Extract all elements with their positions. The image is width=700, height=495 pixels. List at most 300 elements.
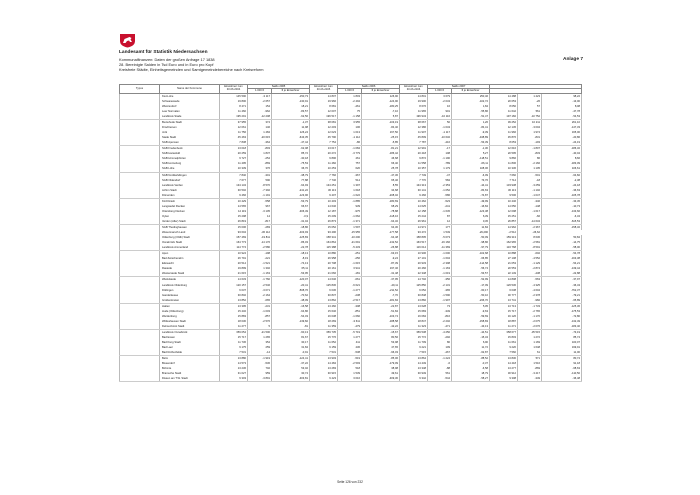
municipality-name: SGB Fredenbeck: [160, 146, 220, 152]
value-cell: -22,78: [272, 245, 310, 251]
value-cell: 133 938: [490, 183, 518, 188]
value-cell: -3 071: [248, 288, 272, 293]
sub-ew: € je Einwohner: [362, 89, 400, 93]
value-cell: 11 652: [310, 340, 338, 345]
value-cell: -62,87: [452, 350, 490, 356]
value-cell: 25,78: [362, 166, 400, 172]
value-cell: 16 038: [310, 314, 338, 319]
municipality-name: SGB Apensen: [160, 140, 220, 146]
value-cell: -36,43: [542, 283, 582, 288]
value-cell: 9 407: [310, 193, 338, 199]
col-saldo-2005: Saldo 2005: [248, 85, 310, 89]
value-cell: 5,87: [362, 114, 400, 120]
value-cell: -403,93: [272, 230, 310, 235]
value-cell: -558: [248, 198, 272, 204]
value-cell: 7 560: [490, 350, 518, 356]
value-cell: -1 733: [518, 303, 542, 309]
value-cell: -103,19: [362, 120, 400, 126]
table-body: [120, 93, 582, 382]
value-cell: 18 030: [220, 319, 248, 324]
value-cell: -586: [428, 193, 452, 199]
value-cell: 30 113: [310, 188, 338, 193]
value-cell: -1 277: [338, 288, 362, 293]
value-cell: 30 848: [400, 293, 428, 298]
municipality-name: SGB Thedinghausen: [160, 224, 220, 230]
value-cell: -523: [428, 198, 452, 204]
annex-label: Anlage 7: [563, 57, 583, 62]
value-cell: -2 512: [490, 230, 518, 235]
value-cell: -10 632: [428, 135, 452, 140]
value-cell: 11 460: [220, 109, 248, 114]
value-cell: 9 303: [220, 376, 248, 382]
value-cell: 11,84: [452, 224, 490, 230]
value-cell: -64,32: [362, 219, 400, 225]
value-cell: -47,36: [362, 172, 400, 178]
value-cell: 9 220: [490, 345, 518, 350]
value-cell: -1 590: [428, 293, 452, 298]
value-cell: -75,53: [272, 161, 310, 166]
value-cell: -2 576: [248, 319, 272, 324]
value-cell: 7 746: [310, 178, 338, 183]
value-cell: -1 084: [338, 146, 362, 152]
value-cell: 11 323: [400, 324, 428, 330]
value-cell: -123,96: [272, 193, 310, 199]
value-cell: 939: [338, 204, 362, 209]
value-cell: 68,29: [362, 204, 400, 209]
value-cell: -7 392: [248, 188, 272, 193]
value-cell: 1 803: [338, 93, 362, 99]
value-cell: 162 965: [490, 240, 518, 245]
value-cell: 9 221: [400, 345, 428, 350]
value-cell: 6 037: [220, 288, 248, 293]
value-cell: -349: [518, 376, 542, 382]
value-cell: 15 776: [310, 335, 338, 340]
value-cell: -55,86: [452, 109, 490, 114]
value-cell: 1 648: [518, 345, 542, 350]
value-cell: 9 342: [400, 376, 428, 382]
value-cell: 14 484: [310, 361, 338, 366]
value-cell: 98,22: [542, 93, 582, 99]
value-cell: 13 283: [310, 366, 338, 371]
value-cell: 9 175: [220, 345, 248, 350]
value-cell: -16,84: [452, 204, 490, 209]
value-cell: -139,44: [542, 266, 582, 271]
value-cell: 14 488: [490, 93, 518, 99]
value-cell: 12 007: [310, 109, 338, 114]
value-cell: 9 308: [490, 376, 518, 382]
value-cell: -114,58: [452, 261, 490, 266]
municipality-name: SGB Himmelpforten: [160, 156, 220, 161]
value-cell: 30 949: [400, 371, 428, 376]
value-cell: 15 717: [490, 309, 518, 314]
value-cell: -86: [338, 140, 362, 146]
value-cell: -1 190: [428, 156, 452, 161]
value-cell: 7 515: [400, 350, 428, 356]
value-cell: -851: [338, 309, 362, 314]
value-cell: 26 961: [400, 219, 428, 225]
value-cell: 9 727: [220, 156, 248, 161]
value-cell: -49,11: [362, 283, 400, 288]
value-cell: -615,53: [542, 219, 582, 225]
value-cell: -186,42: [362, 151, 400, 156]
value-cell: 18 269: [310, 319, 338, 324]
value-cell: -31,48: [362, 271, 400, 277]
value-cell: -180,25: [362, 104, 400, 109]
value-cell: 19 899: [220, 266, 248, 271]
value-cell: 8 471: [220, 104, 248, 109]
value-cell: -1 615: [338, 261, 362, 266]
value-cell: 10 339: [220, 166, 248, 172]
municipality-name: Landkreis Oldenburg: [160, 283, 220, 288]
value-cell: -1 163: [248, 271, 272, 277]
value-cell: 3 955: [338, 120, 362, 126]
value-cell: 16 084: [400, 314, 428, 319]
value-cell: 30 141: [400, 188, 428, 193]
value-cell: 14 962: [490, 224, 518, 230]
value-cell: 64,30: [362, 224, 400, 230]
value-cell: 177: [428, 224, 452, 230]
value-cell: -132,49: [542, 319, 582, 324]
value-cell: 65,11: [272, 266, 310, 271]
value-cell: -6,34: [542, 214, 582, 219]
value-cell: 6 036: [310, 288, 338, 293]
value-cell: -49,99: [452, 198, 490, 204]
value-cell: 359 538: [400, 329, 428, 335]
value-cell: -35 515: [518, 329, 542, 335]
municipality-name: Belm: [160, 356, 220, 362]
value-cell: -3 004: [518, 125, 542, 130]
municipality-name: Bramsche Stadt: [160, 371, 220, 376]
value-cell: 14 650: [490, 204, 518, 209]
value-cell: -51,84: [362, 309, 400, 314]
value-cell: 14 646: [310, 204, 338, 209]
value-cell: -833: [518, 151, 542, 156]
value-cell: -48,09: [272, 298, 310, 304]
value-cell: 134 313: [400, 183, 428, 188]
value-cell: -3 105: [248, 209, 272, 214]
value-cell: 12 991: [400, 146, 428, 152]
value-cell: -563: [518, 277, 542, 283]
value-cell: 14 646: [310, 277, 338, 283]
value-cell: 11 965: [400, 109, 428, 114]
value-cell: 73,76: [452, 178, 490, 183]
municipality-name: Bad Essen: [160, 335, 220, 340]
value-cell: -8 591: [518, 245, 542, 251]
value-cell: -22,88: [542, 271, 582, 277]
balances-table: [119, 84, 582, 382]
value-cell: 8 050: [490, 104, 518, 109]
value-cell: 1 277: [338, 335, 362, 340]
value-cell: -40,04: [542, 151, 582, 156]
value-cell: 38 667: [400, 120, 428, 126]
value-cell: 9 159: [310, 345, 338, 350]
value-cell: 1 618: [338, 188, 362, 193]
value-cell: 15 432: [220, 309, 248, 314]
value-cell: -256: [338, 256, 362, 261]
municipality-name: Wiefelstede: [160, 277, 220, 283]
value-cell: 20 418: [400, 151, 428, 156]
value-cell: 14 418: [490, 361, 518, 366]
value-cell: 10 403: [310, 198, 338, 204]
value-cell: 154: [248, 104, 272, 109]
value-cell: -1 760: [248, 277, 272, 283]
value-cell: -50,09: [452, 235, 490, 240]
value-cell: -36,63: [542, 188, 582, 193]
value-cell: 15 772: [400, 335, 428, 340]
value-cell: 15 298: [220, 214, 248, 219]
value-cell: 20 161: [310, 266, 338, 271]
value-cell: 66,40: [362, 161, 400, 166]
value-cell: -124,41: [272, 356, 310, 362]
value-cell: -816: [428, 314, 452, 319]
value-cell: 39 252: [490, 120, 518, 126]
value-cell: 126,24: [272, 130, 310, 135]
value-cell: 10 880: [310, 251, 338, 257]
municipality-name: Westerstede Stadt: [160, 271, 220, 277]
value-cell: -241: [428, 204, 452, 209]
value-cell: 10 429: [220, 198, 248, 204]
value-cell: -1 158: [338, 114, 362, 120]
value-cell: -103,74: [362, 314, 400, 319]
value-cell: -2 657: [248, 99, 272, 104]
value-cell: -2 131: [428, 283, 452, 288]
col-ew-2004: Einwohner zum 30.06.2004: [220, 85, 248, 94]
municipality-name: Apen: [160, 251, 220, 257]
municipality-name: Langwedel Flecken: [160, 204, 220, 209]
municipality-name: Hatten: [160, 303, 220, 309]
value-cell: 13 018: [220, 146, 248, 152]
value-cell: 1 597: [338, 224, 362, 230]
value-cell: -102,72: [452, 99, 490, 104]
value-cell: 7 531: [220, 350, 248, 356]
value-cell: 376: [248, 166, 272, 172]
value-cell: -8,19: [272, 256, 310, 261]
value-cell: -42,22: [362, 324, 400, 330]
value-cell: 1 272: [518, 335, 542, 340]
value-cell: 11 558: [400, 161, 428, 166]
value-cell: 20 553: [490, 266, 518, 271]
value-cell: -3 779: [338, 151, 362, 156]
value-cell: -602: [518, 251, 542, 257]
value-cell: 20 514: [220, 261, 248, 266]
value-cell: -84,63: [452, 188, 490, 193]
value-cell: -98,86: [452, 240, 490, 245]
value-cell: 159 313: [490, 235, 518, 240]
value-cell: 1 179: [428, 166, 452, 172]
value-cell: -47: [428, 172, 452, 178]
value-cell: 157 469: [220, 235, 248, 240]
value-cell: -66,11: [452, 161, 490, 166]
value-cell: 109: [428, 345, 452, 350]
municipality-name: Leer Normalen: [160, 109, 220, 114]
value-cell: 14 801: [400, 93, 428, 99]
col-typ: Typus: [120, 85, 160, 94]
value-cell: 11 642: [490, 109, 518, 114]
value-cell: -831: [518, 135, 542, 140]
value-cell: 7 766: [310, 172, 338, 178]
value-cell: -179,09: [362, 361, 400, 366]
value-cell: -64,48: [362, 235, 400, 240]
value-cell: -11 369: [428, 245, 452, 251]
value-cell: 120 157: [220, 283, 248, 288]
value-cell: 13 628: [400, 303, 428, 309]
value-cell: 14 971: [400, 224, 428, 230]
niedersachsen-coat-of-arms-icon: [119, 33, 136, 48]
municipality-name: Oldenburg (Oldb) Stadt: [160, 235, 220, 240]
value-cell: -1 919: [248, 356, 272, 362]
value-cell: -105,78: [542, 193, 582, 199]
value-cell: 11,98: [272, 125, 310, 130]
value-cell: 85,72: [272, 151, 310, 156]
value-cell: 11 709: [400, 340, 428, 345]
value-cell: 19 800: [220, 99, 248, 104]
value-cell: -346: [518, 198, 542, 204]
value-cell: -87,39: [362, 261, 400, 266]
value-cell: 80,74: [542, 356, 582, 362]
value-cell: -438,89: [452, 135, 490, 140]
value-cell: -26: [518, 99, 542, 104]
value-cell: 10 462: [400, 198, 428, 204]
value-cell: -461: [338, 104, 362, 109]
value-cell: 22 348: [400, 271, 428, 277]
value-cell: -1 170: [518, 314, 542, 319]
value-cell: -21 500: [248, 329, 272, 335]
value-cell: -130,91: [272, 99, 310, 104]
value-cell: 114 774: [220, 245, 248, 251]
issuer-title: Landesamt für Statistik Niedersachsen: [119, 50, 208, 55]
value-cell: -508,76: [272, 288, 310, 293]
value-cell: 13 236: [220, 366, 248, 371]
value-cell: -5 433: [338, 245, 362, 251]
value-cell: 27 101: [400, 256, 428, 261]
value-cell: 5: [248, 324, 272, 330]
value-cell: 15 006: [220, 224, 248, 230]
value-cell: 108,06: [452, 166, 490, 172]
value-cell: 11,72: [452, 345, 490, 350]
value-cell: 1 539: [338, 371, 362, 376]
value-cell: 10 357: [400, 166, 428, 172]
value-cell: -12 208: [248, 114, 272, 120]
value-cell: 126,90: [362, 93, 400, 99]
value-cell: 15 683: [400, 309, 428, 314]
value-cell: -51,47: [452, 114, 490, 120]
value-cell: -2 580: [248, 245, 272, 251]
value-cell: -17,09: [452, 283, 490, 288]
value-cell: -17: [428, 146, 452, 152]
municipality-name: Kirchlinteln: [160, 198, 220, 204]
value-cell: 49,61: [362, 371, 400, 376]
value-cell: 19 900: [400, 99, 428, 104]
value-cell: 18 887: [490, 319, 518, 324]
municipality-name: Landkreis Verden: [160, 183, 220, 188]
value-cell: -14 634: [518, 219, 542, 225]
value-cell: 80: [428, 340, 452, 345]
value-cell: 13 713: [490, 303, 518, 309]
value-cell: 116 014: [400, 245, 428, 251]
value-cell: -2 494: [338, 99, 362, 104]
value-cell: 250,46: [452, 93, 490, 99]
value-cell: 11 736: [220, 340, 248, 345]
municipality-name: SGB Oldendorf: [160, 178, 220, 183]
value-cell: -1 003: [248, 309, 272, 314]
value-cell: -20 615: [248, 135, 272, 140]
value-cell: -74,87: [452, 193, 490, 199]
value-cell: -33,45: [542, 198, 582, 204]
value-cell: 436: [338, 345, 362, 350]
value-cell: 6 038: [490, 288, 518, 293]
value-cell: -83,57: [272, 109, 310, 114]
value-cell: 354: [248, 340, 272, 345]
value-cell: 12 061: [220, 125, 248, 130]
value-cell: 14 633: [220, 277, 248, 283]
typ-cell: [120, 376, 160, 382]
value-cell: 30 912: [490, 371, 518, 376]
value-cell: 20 259: [220, 151, 248, 156]
municipality-name: Jork: [160, 130, 220, 135]
value-cell: 125 850: [400, 283, 428, 288]
value-cell: -183,09: [542, 161, 582, 166]
value-cell: 14 702: [400, 277, 428, 283]
municipality-name: Wildeshausen Stadt: [160, 319, 220, 324]
value-cell: -59,69: [452, 314, 490, 319]
value-cell: -1 997: [428, 298, 452, 304]
value-cell: 20 272: [310, 151, 338, 156]
value-cell: 461: [338, 156, 362, 161]
value-cell: -251: [338, 251, 362, 257]
value-cell: 13 017: [310, 146, 338, 152]
value-cell: 15 803: [490, 335, 518, 340]
value-cell: -25,15: [362, 135, 400, 140]
value-cell: 1 265: [248, 335, 272, 340]
value-cell: -26,62: [518, 230, 542, 235]
value-cell: -5 719: [338, 329, 362, 335]
value-cell: 3 941: [338, 266, 362, 271]
value-cell: -231: [248, 303, 272, 309]
value-cell: -308: [338, 303, 362, 309]
value-cell: -177,58: [362, 230, 400, 235]
value-cell: -150,73: [272, 93, 310, 99]
value-cell: -1 102: [518, 188, 542, 193]
value-cell: -22,87: [362, 303, 400, 309]
value-cell: 87: [428, 214, 452, 219]
value-cell: -10,73: [542, 204, 582, 209]
value-cell: 15 244: [400, 214, 428, 219]
value-cell: -301: [248, 172, 272, 178]
municipality-name: SGB Horneburg: [160, 161, 220, 166]
value-cell: -30,18: [272, 156, 310, 161]
value-cell: -102,68: [452, 251, 490, 257]
value-cell: -47,44: [272, 140, 310, 146]
value-cell: 6,90: [452, 340, 490, 345]
value-cell: -163,38: [542, 256, 582, 261]
value-cell: -982: [518, 298, 542, 304]
value-cell: 61: [518, 350, 542, 356]
value-cell: 14: [248, 214, 272, 219]
municipality-name: Bohmte: [160, 366, 220, 371]
value-cell: 11 806: [490, 161, 518, 166]
col-ew-2005: Einwohner zum 30.06.2005: [310, 85, 338, 94]
value-cell: -643,35: [272, 135, 310, 140]
value-cell: 10 336: [490, 166, 518, 172]
value-cell: -283: [248, 224, 272, 230]
value-cell: -1,30: [452, 146, 490, 152]
value-cell: 8,66: [542, 156, 582, 161]
value-cell: -208,02: [362, 193, 400, 199]
value-cell: -132,52: [362, 240, 400, 245]
value-cell: -544: [428, 376, 452, 382]
value-cell: -1 163: [428, 266, 452, 271]
value-cell: 18,21: [272, 104, 310, 109]
